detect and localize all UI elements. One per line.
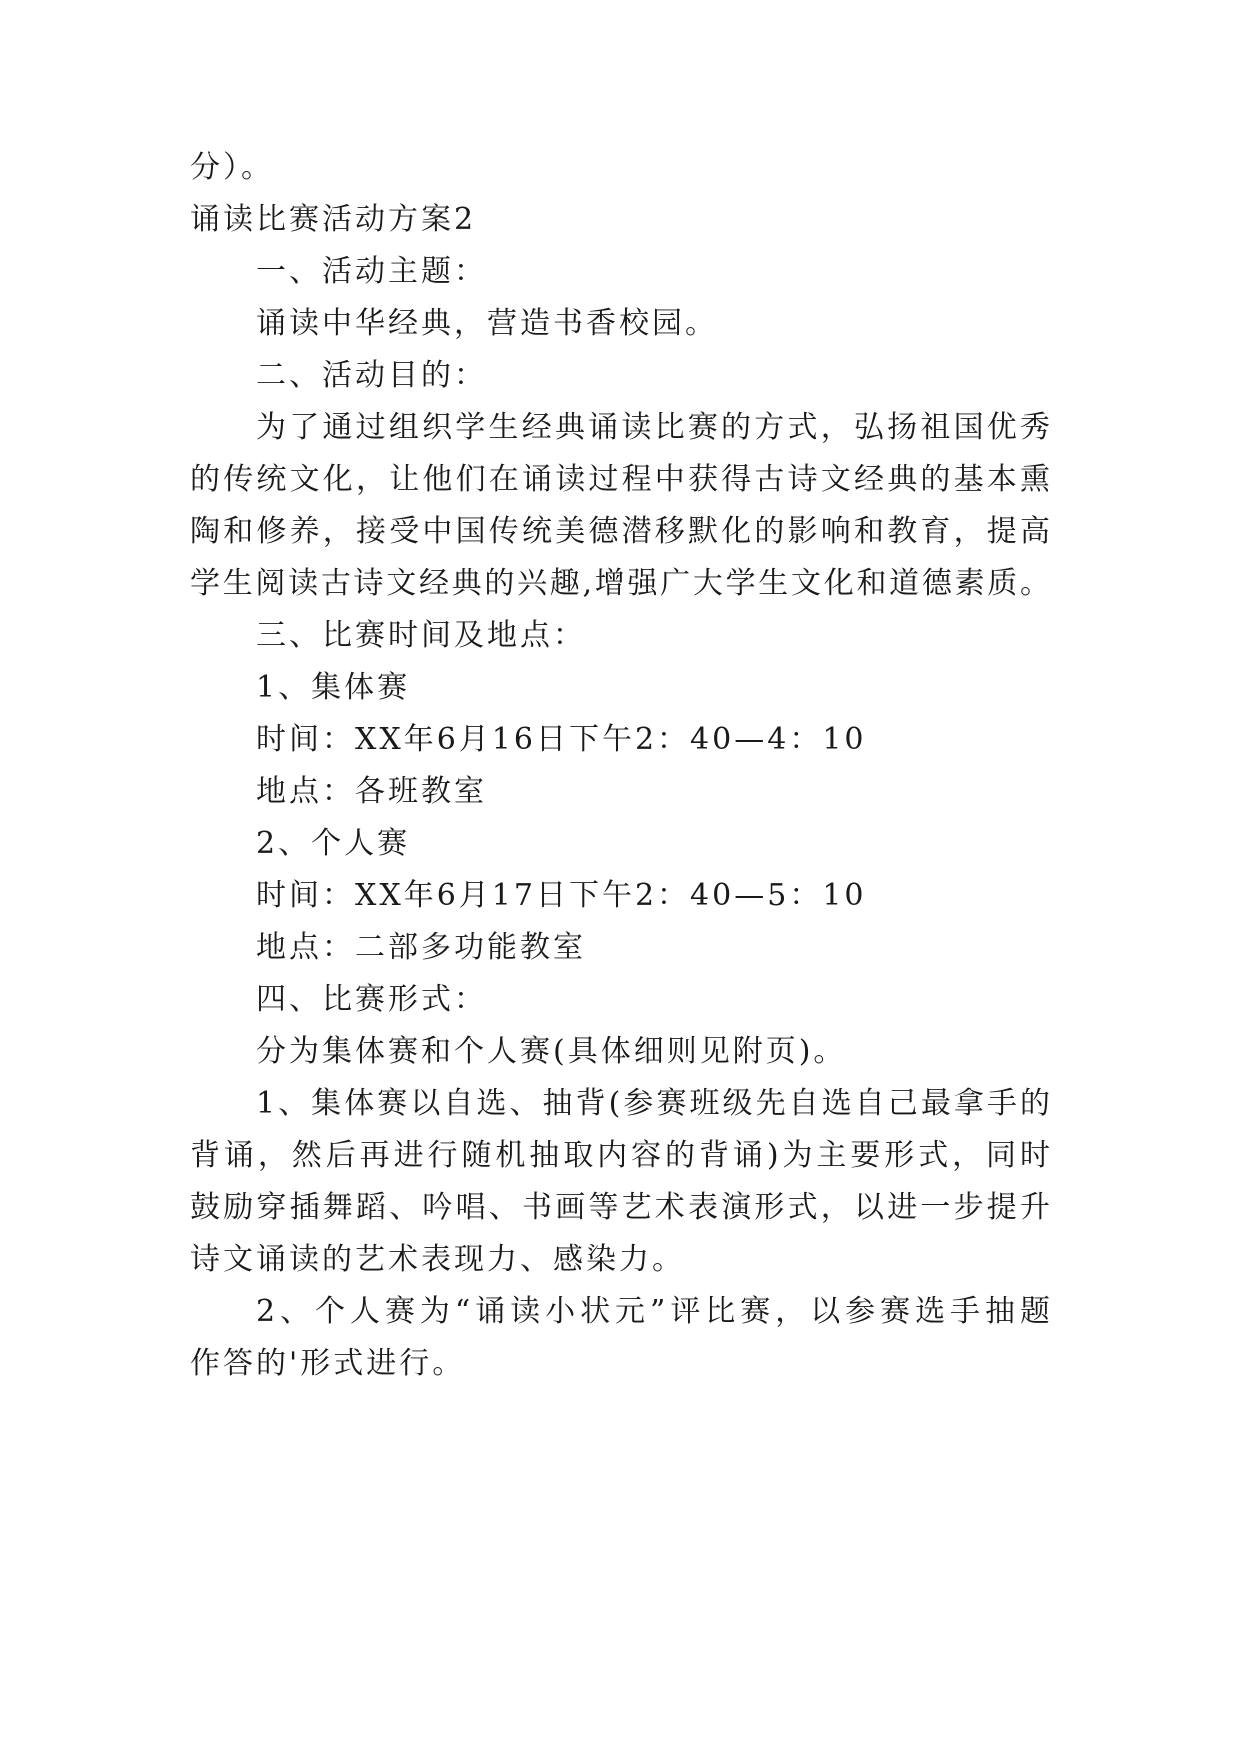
text-line-format-6: 作答的'形式进行。 — [190, 1346, 466, 1381]
heading-theme: 一、活动主题： — [256, 254, 487, 289]
text-line-purpose-3: 陶和修养，接受中国传统美德潜移默化的影响和教育，提高 — [190, 514, 1050, 549]
section-title: 诵读比赛活动方案2 — [190, 202, 477, 237]
text-line-group-place: 地点：各班教室 — [256, 774, 487, 809]
text-line-group: 1、集体赛 — [256, 670, 411, 705]
text-line-format-4: 诗文诵读的艺术表现力、感染力。 — [190, 1242, 685, 1277]
text-line-purpose-4: 学生阅读古诗文经典的兴趣,增强广大学生文化和道德素质。 — [190, 566, 1050, 601]
text-line-individual-time: 时间：XX年6月17日下午2：40—5：10 — [256, 878, 867, 913]
text-line-format: 分为集体赛和个人赛(具体细则见附页)。 — [256, 1034, 847, 1069]
heading-format: 四、比赛形式： — [256, 982, 487, 1017]
text-line-individual-place: 地点：二部多功能教室 — [256, 930, 586, 965]
text-line-purpose-1: 为了通过组织学生经典诵读比赛的方式，弘扬祖国优秀 — [256, 410, 1050, 445]
text-line-format-3: 鼓励穿插舞蹈、吟唱、书画等艺术表演形式，以进一步提升 — [190, 1190, 1050, 1225]
text-line-format-5: 2、个人赛为“诵读小状元”评比赛，以参赛选手抽题 — [256, 1294, 1050, 1329]
heading-time-place: 三、比赛时间及地点： — [256, 618, 586, 653]
text-line-format-2: 背诵，然后再进行随机抽取内容的背诵)为主要形式，同时 — [190, 1138, 1050, 1173]
text-line-1: 分）。 — [190, 150, 274, 185]
heading-purpose: 二、活动目的： — [256, 358, 487, 393]
text-line-theme: 诵读中华经典，营造书香校园。 — [256, 306, 718, 341]
text-line-purpose-2: 的传统文化，让他们在诵读过程中获得古诗文经典的基本熏 — [190, 462, 1050, 497]
text-line-group-time: 时间：XX年6月16日下午2：40—4：10 — [256, 722, 867, 757]
text-line-individual: 2、个人赛 — [256, 826, 411, 861]
text-line-format-1: 1、集体赛以自选、抽背(参赛班级先自选自己最拿手的 — [256, 1086, 1050, 1121]
